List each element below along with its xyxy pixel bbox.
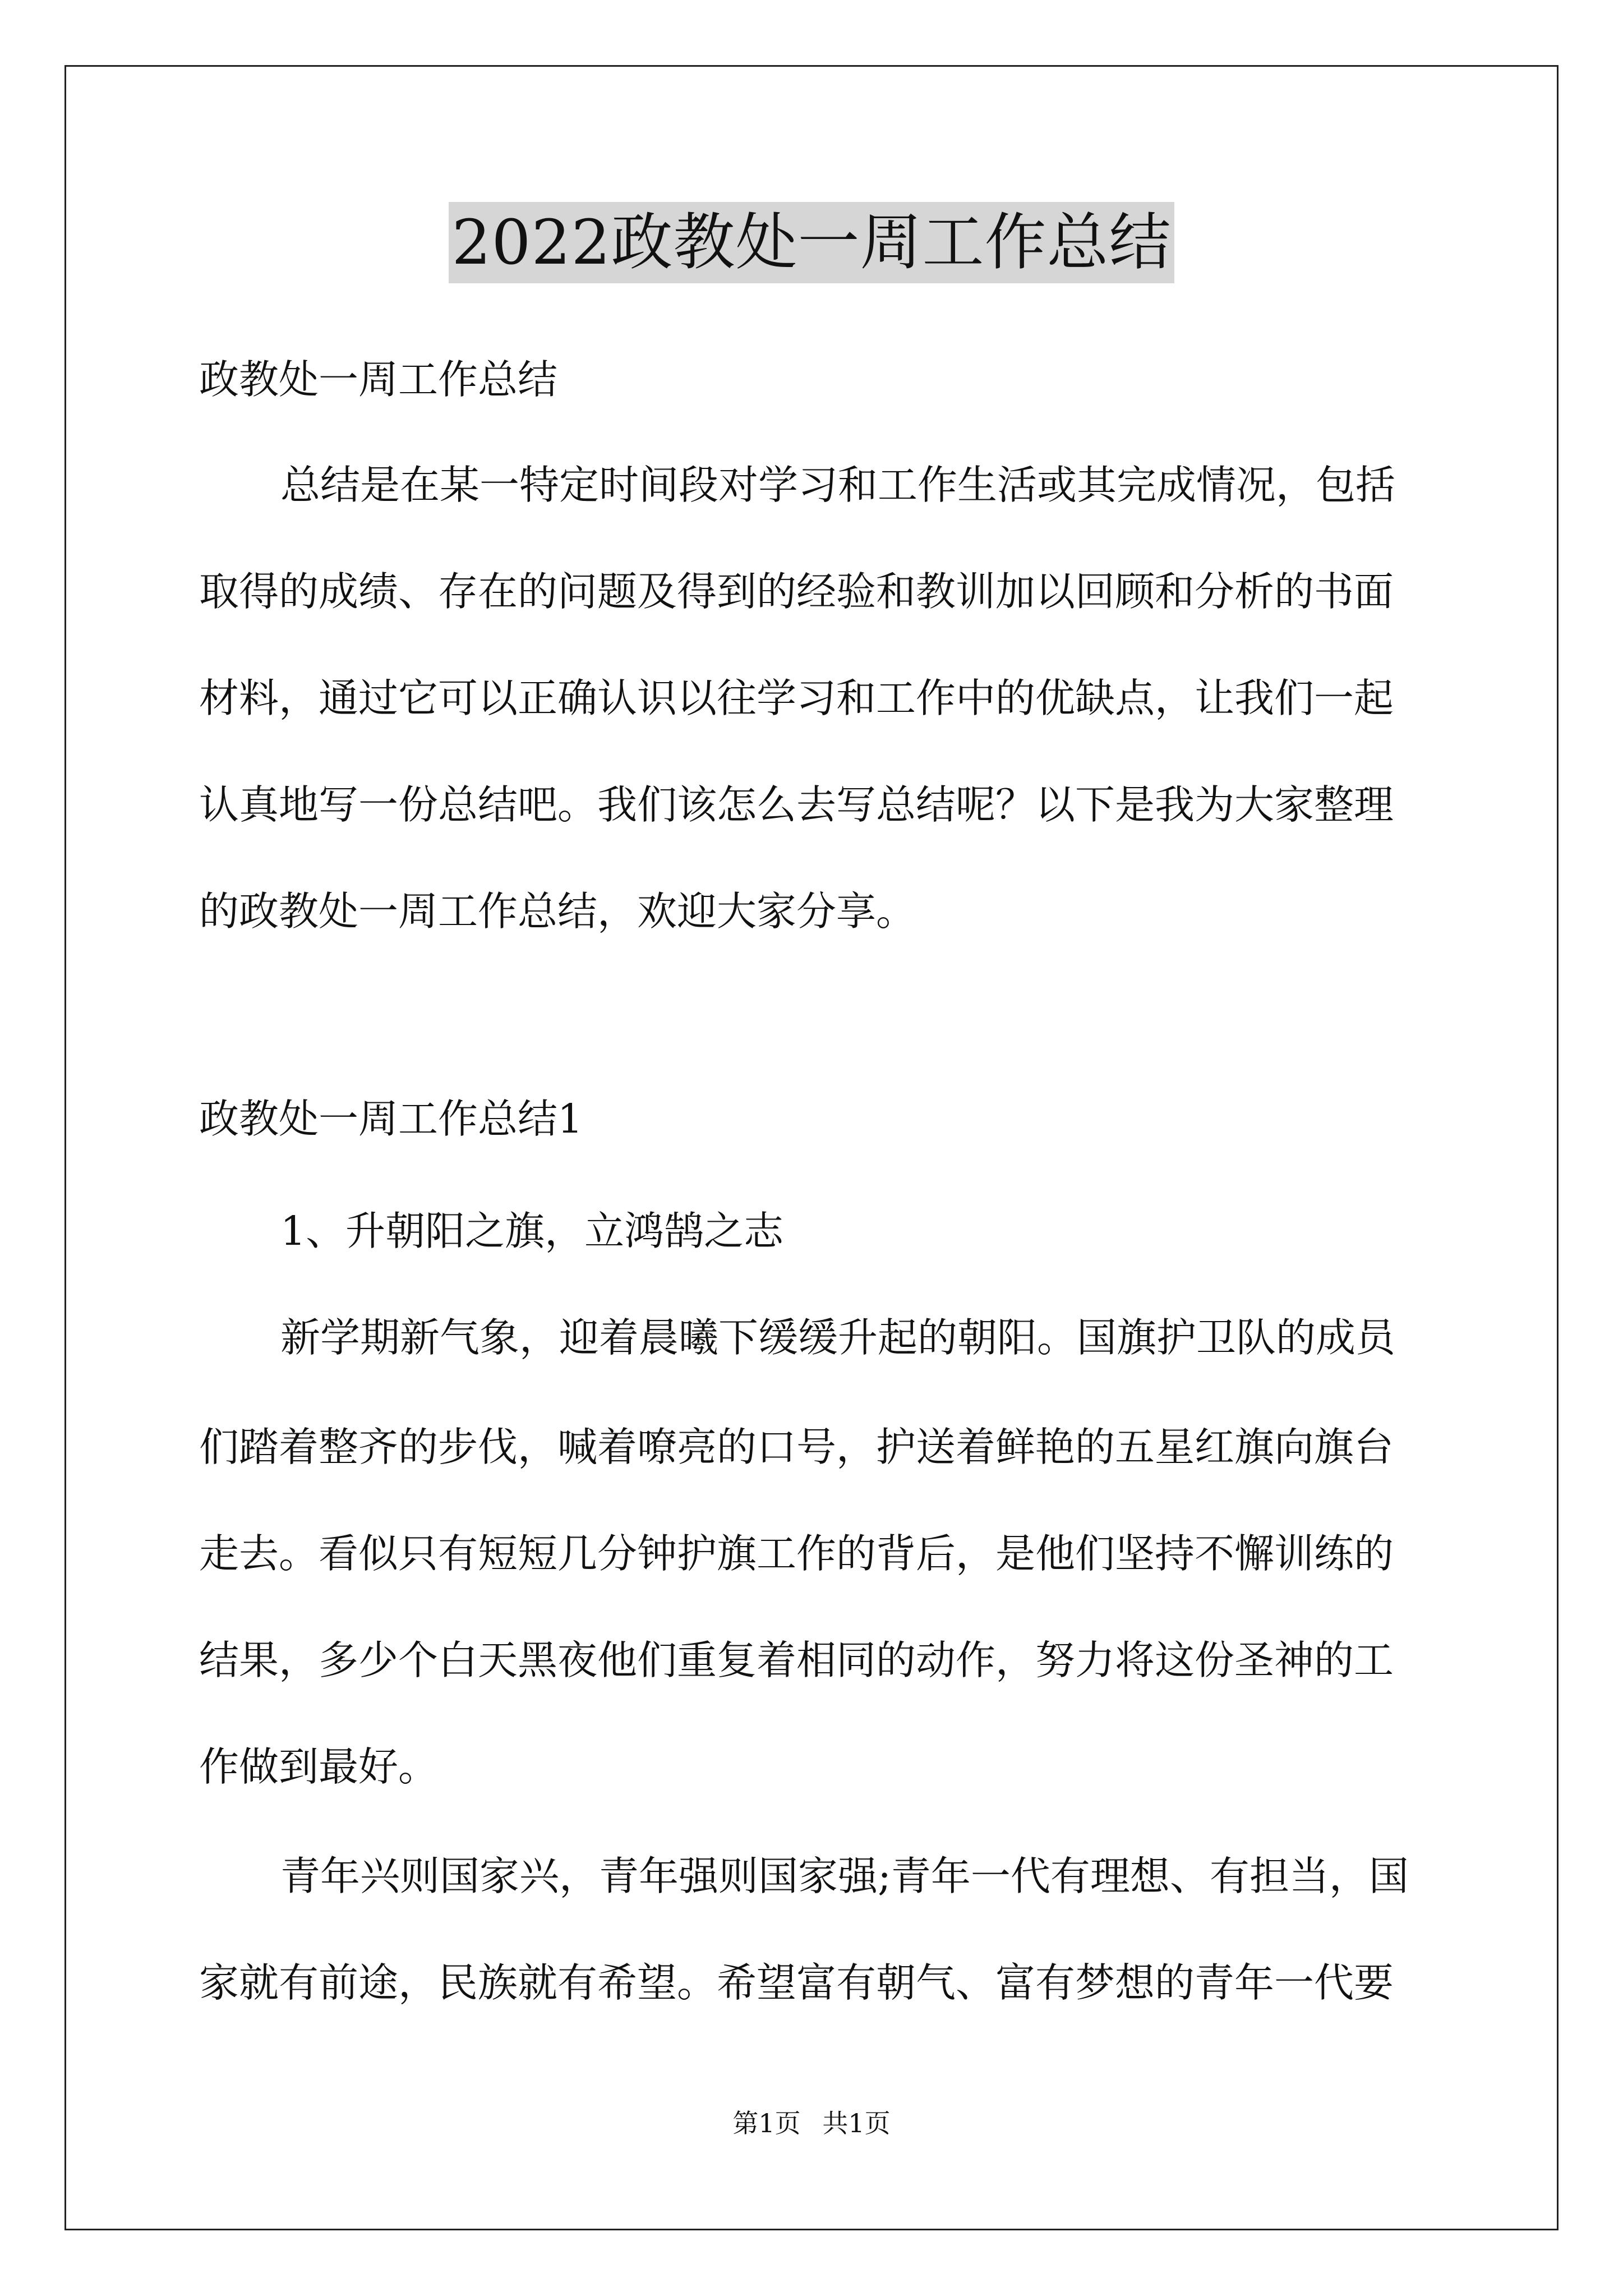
paragraph-line: 取得的成绩、存在的问题及得到的经验和教训加以回顾和分析的书面 [199,568,1394,615]
page-footer [0,2106,1623,2140]
paragraph-line: 家就有前途，民族就有希望。希望富有朝气、富有梦想的青年一代要 [199,1959,1394,2006]
page-total: 共1页 [822,2108,891,2138]
title-container [0,202,1623,283]
section-heading: 政教处一周工作总结1 [199,1096,583,1142]
paragraph-line: 材料，通过它可以正确认识以往学习和工作中的优缺点，让我们一起 [199,675,1394,721]
subsection-heading: 1、升朝阳之旗，立鸿鹄之志 [280,1208,784,1254]
paragraph-line: 作做到最好。 [199,1743,439,1790]
paragraph-line: 青年兴则国家兴，青年强则国家强;青年一代有理想、有担当，国 [280,1853,1409,1899]
document-title: 2022政教处一周工作总结 [449,202,1175,283]
paragraph-line: 走去。看似只有短短几分钟护旗工作的背后，是他们坚持不懈训练的 [199,1530,1394,1577]
paragraph-line: 新学期新气象，迎着晨曦下缓缓升起的朝阳。国旗护卫队的成员 [280,1314,1396,1361]
paragraph-line: 们踏着整齐的步伐，喊着嘹亮的口号，护送着鲜艳的五星红旗向旗台 [199,1424,1394,1470]
paragraph-line: 结果，多少个白天黑夜他们重复着相同的动作，努力将这份圣神的工 [199,1637,1394,1683]
page-number: 第1页 [732,2108,801,2138]
subtitle-line: 政教处一周工作总结 [199,356,558,403]
paragraph-line: 总结是在某一特定时间段对学习和工作生活或其完成情况，包括 [280,462,1396,508]
paragraph-line: 认真地写一份总结吧。我们该怎么去写总结呢？以下是我为大家整理 [199,781,1394,828]
paragraph-line: 的政教处一周工作总结，欢迎大家分享。 [199,888,916,935]
